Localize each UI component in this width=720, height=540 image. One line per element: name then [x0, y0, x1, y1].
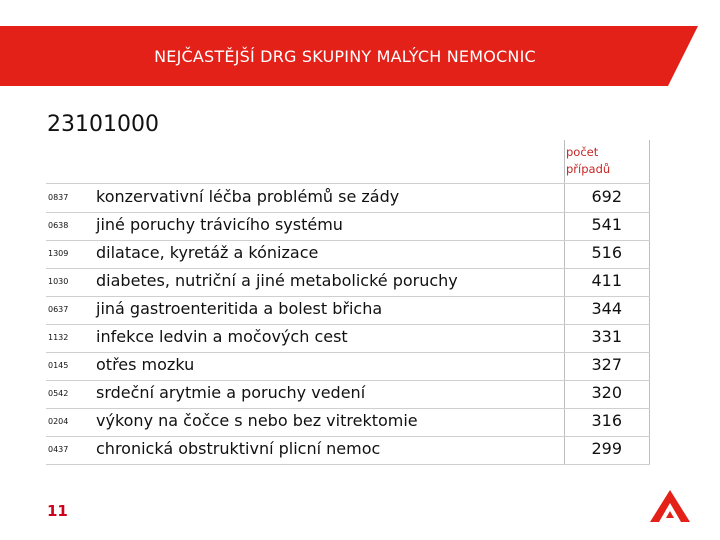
company-logo-icon: [648, 488, 692, 528]
table-row: [46, 212, 650, 240]
drg-description: diabetes, nutriční a jiné metabolické poruchy: [96, 271, 458, 290]
drg-table: [46, 140, 650, 465]
table-row: [46, 352, 650, 380]
table-row: [46, 324, 650, 352]
drg-code-heading: 23101000: [47, 112, 159, 137]
drg-code: 0145: [48, 361, 69, 370]
drg-code: 0437: [48, 445, 69, 454]
table-bottom-rule: [46, 464, 650, 465]
title-banner: [0, 26, 720, 86]
drg-description: jiná gastroenteritida a bolest břicha: [96, 299, 383, 318]
case-count: 516: [591, 243, 622, 262]
drg-description: konzervativní léčba problémů se zády: [96, 187, 400, 206]
case-count: 411: [591, 271, 622, 290]
count-header-line1: počet: [566, 145, 599, 159]
table-row: [46, 436, 650, 464]
slide-title: NEJČASTĚJŠÍ DRG SKUPINY MALÝCH NEMOCNIC: [154, 46, 536, 66]
case-count: 541: [591, 215, 622, 234]
case-count: 299: [591, 439, 622, 458]
case-count: 316: [591, 411, 622, 430]
drg-description: jiné poruchy trávicího systému: [96, 215, 343, 234]
case-count: 327: [591, 355, 622, 374]
table-row: [46, 408, 650, 436]
page-number: 11: [47, 502, 68, 520]
drg-description: dilatace, kyretáž a kónizace: [96, 243, 319, 262]
case-count: 320: [591, 383, 622, 402]
drg-description: chronická obstruktivní plicní nemoc: [96, 439, 381, 458]
case-count: 692: [591, 187, 622, 206]
drg-code: 0542: [48, 389, 69, 398]
drg-description: otřes mozku: [96, 355, 195, 374]
count-column-header: [566, 144, 648, 178]
table-row: [46, 268, 650, 296]
drg-code: 1132: [48, 333, 69, 342]
drg-code: 0637: [48, 305, 69, 314]
count-header-line2: případů: [566, 162, 611, 176]
drg-code: 1030: [48, 277, 69, 286]
case-count: 344: [591, 299, 622, 318]
drg-code: 0638: [48, 221, 69, 230]
drg-description: výkony na čočce s nebo bez vitrektomie: [96, 411, 418, 430]
drg-code: 0837: [48, 193, 69, 202]
table-row: [46, 184, 650, 212]
table-row: [46, 380, 650, 408]
case-count: 331: [591, 327, 622, 346]
drg-code: 0204: [48, 417, 69, 426]
drg-code: 1309: [48, 249, 69, 258]
drg-description: srdeční arytmie a poruchy vedení: [96, 383, 366, 402]
drg-description: infekce ledvin a močových cest: [96, 327, 348, 346]
table-row: [46, 240, 650, 268]
table-row: [46, 296, 650, 324]
